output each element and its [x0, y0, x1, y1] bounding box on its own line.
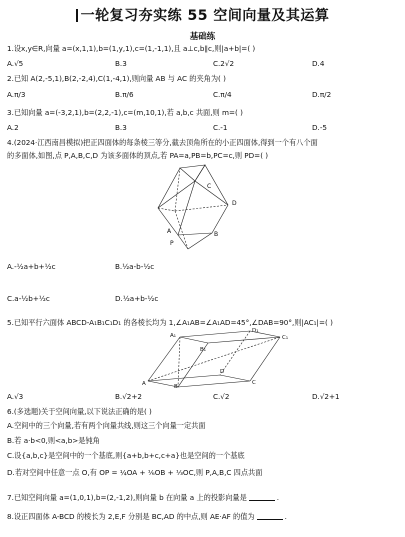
- question-2-stem: 2.已知 A(2,-5,1),B(2,-2,4),C(1,-4,1),则向量 AB 与 AC 的夹角为( ): [7, 74, 226, 83]
- question-3-stem: 3.已知向量 a=(-3,2,1),b=(2,2,-1),c=(m,10,1),若 a,b,c 共面,则 m=( ): [7, 108, 243, 117]
- q6-option-c[interactable]: C.设{a,b,c}是空间中的一个基底,则{a+b,b+c,c+a}也是空间的一个基底: [7, 451, 245, 460]
- question-4-stem-line2: 的多面体,如图,点 P,A,B,C,D 为该多面体的顶点,若 PA=a,PB=b,PC=c,则 PD=( ): [7, 151, 269, 160]
- question-1-options: [0, 59, 405, 69]
- q1-option-a[interactable]: A.√5: [7, 59, 24, 68]
- fig4-hidden-edges: [158, 205, 228, 211]
- fig5-edge: [148, 337, 180, 381]
- q6-option-b[interactable]: B.若 a·b<0,则<a,b>是钝角: [7, 436, 100, 445]
- fig4-edge: [195, 181, 228, 205]
- q2-option-d[interactable]: D.π/2: [312, 90, 332, 99]
- q3-option-a[interactable]: A.2: [7, 123, 19, 132]
- q4-option-d[interactable]: D.½a+b-½c: [115, 294, 159, 303]
- fig5-label-d: D: [220, 369, 225, 375]
- fig4-hidden-edge: [175, 168, 180, 211]
- q7-answer-blank[interactable]: [249, 493, 275, 501]
- fig4-edge: [158, 181, 195, 208]
- fig4-label-b: B: [214, 231, 219, 238]
- question-7-stem: 7.已知空间向量 a=(1,0,1),b=(2,-1,2),则向量 b 在向量 a 上的投影向量是: [7, 493, 247, 502]
- question-1-stem: 1.设x,y∈R,向量 a=(x,1,1),b=(1,y,1),c=(1,-1,1),且 a⊥c,b∥c,则|a+b|=( ): [7, 44, 256, 53]
- fig4-label-a: A: [167, 228, 172, 235]
- fig5-top-face: [180, 331, 280, 343]
- q4-option-c[interactable]: C.a-½b+½c: [7, 294, 50, 303]
- q5-option-d[interactable]: D.√2+1: [312, 392, 340, 401]
- fig5-label-d1: D₁: [252, 328, 259, 334]
- fig4-top-face: [180, 165, 205, 181]
- fig4-hidden-edge: [175, 211, 188, 249]
- fig5-label-c: C: [252, 380, 256, 386]
- question-8-stem: 8.设正四面体 A-BCD 的棱长为 2,E,F 分别是 BC,AD 的中点,则 AE·AF 的值为: [7, 512, 255, 521]
- q5-option-c[interactable]: C.√2: [213, 392, 230, 401]
- q1-option-d[interactable]: D.4: [312, 59, 325, 68]
- q4-option-a[interactable]: A.-½a+b+½c: [7, 262, 56, 271]
- q2-option-a[interactable]: A.π/3: [7, 90, 26, 99]
- question-4-options-row2: [0, 294, 405, 306]
- fig5-label-b1: B₁: [200, 347, 206, 353]
- q3-option-d[interactable]: D.-5: [312, 123, 327, 132]
- question-5-stem: 5.已知平行六面体 ABCD-A₁B₁C₁D₁ 的各棱长均为 1,∠A₁AB=∠A₁AD=45°,∠DAB=90°,则|AC₁|=( ): [7, 318, 333, 327]
- fig4-edge: [188, 233, 212, 249]
- question-2-options: [0, 90, 405, 104]
- question-4-stem-line1: 4.(2024·江西南昌模拟)把正四面体的每条棱三等分,截去顶角所在的小正四面体,得到一个有八个面: [7, 138, 318, 147]
- q2-option-c[interactable]: C.π/4: [213, 90, 232, 99]
- page-title: 一轮复习夯实练 55 空间向量及其运算: [0, 5, 405, 25]
- section-heading: 基础练: [189, 32, 216, 42]
- fig5-diagonal: [148, 337, 280, 381]
- q3-option-c[interactable]: C.-1: [213, 123, 228, 132]
- fig5-hidden-edge: [220, 331, 250, 375]
- q2-option-b[interactable]: B.π/6: [115, 90, 134, 99]
- fig5-label-b: B: [174, 384, 178, 389]
- q1-option-c[interactable]: C.2√2: [213, 59, 235, 68]
- fig4-edge: [178, 235, 188, 249]
- question-8: 8.设正四面体 A-BCD 的棱长为 2,E,F 分别是 BC,AD 的中点,则 AE·AF 的值为 .: [7, 512, 287, 521]
- q5-option-a[interactable]: A.√3: [7, 392, 24, 401]
- fig5-edge: [250, 337, 280, 381]
- fig4-label-p: P: [170, 240, 174, 247]
- question-7: 7.已知空间向量 a=(1,0,1),b=(2,-1,2),则向量 b 在向量 a 上的投影向量是 .: [7, 493, 280, 502]
- title-bar-mark: [76, 9, 78, 22]
- q6-option-d[interactable]: D.若对空间中任意一点 O,有 OP = ¼OA + ⅙OB + ⅓OC,则 P,A,B,C 四点共面: [7, 468, 263, 477]
- q5-option-b[interactable]: B.√2+2: [115, 392, 142, 401]
- fig5-label-c1: C₁: [282, 335, 289, 341]
- question-3-options: [0, 123, 405, 133]
- q3-option-b[interactable]: B.3: [115, 123, 127, 132]
- fig5-label-a1: A₁: [170, 333, 176, 339]
- fig5-bottom-face: [148, 375, 250, 387]
- fig5-hidden-edge: [178, 337, 180, 387]
- question-4-options-row1: [0, 262, 405, 274]
- fig5-label-a: A: [142, 381, 146, 387]
- fig4-label-d: D: [232, 200, 237, 207]
- q8-answer-blank[interactable]: [257, 512, 283, 520]
- q4-option-b[interactable]: B.½a-b-½c: [115, 262, 155, 271]
- fig4-label-c: C: [207, 183, 212, 190]
- q1-option-b[interactable]: B.3: [115, 59, 127, 68]
- parallelepiped-figure: [140, 327, 290, 389]
- question-5-options: [0, 392, 405, 402]
- q6-option-a[interactable]: A.空间中的三个向量,若有两个向量共线,则这三个向量一定共面: [7, 421, 206, 430]
- question-6-stem: 6.(多选题)关于空间向量,以下说法正确的是( ): [7, 407, 152, 416]
- polyhedron-figure: [150, 163, 260, 253]
